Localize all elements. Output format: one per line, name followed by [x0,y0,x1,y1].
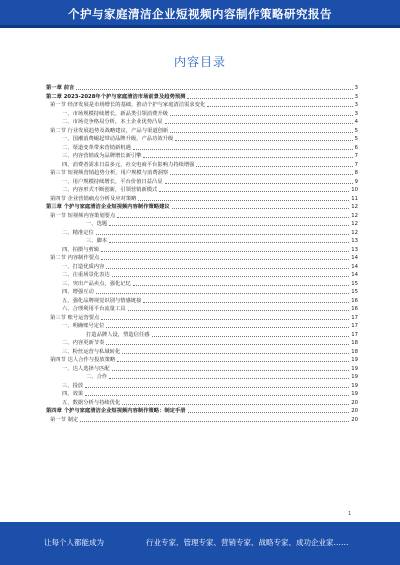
toc-leader-dots [85,390,349,396]
toc-leader-dots [85,382,349,388]
toc-entry-text: 第二节 行业发展趋势及战略建议，产品与渠道创新 [50,127,169,134]
toc-entry-text: 三、脚本 [86,238,108,244]
toc-entry-text: 第四节 达人合作与投放策略 [50,357,116,363]
toc-heading: 内容目录 [173,55,226,69]
toc-entry-page: 3 [354,85,358,91]
toc-entry-page: 19 [351,374,358,380]
toc-entry[interactable] [46,399,358,408]
toc-leader-dots [80,416,349,422]
toc-entry-page: 13 [351,238,358,244]
toc-entry-text: 四、增强互动 [62,289,94,295]
toc-entry[interactable] [46,144,358,153]
toc-entry-page: 3 [354,93,358,100]
toc-entry-page: 19 [351,382,358,389]
toc-entry-text: 二、内容形式不断创新，引领营销新模式 [62,187,158,193]
toc-entry[interactable] [46,169,358,178]
toc-entry[interactable] [46,135,358,144]
toc-entry-text: 二、精准定位 [62,229,94,236]
toc-entry-page: 10 [351,187,358,193]
toc-leader-dots [207,101,352,107]
toc-entry-page: 17 [351,331,358,338]
toc-entry-page: 12 [351,212,358,219]
toc-entry-page: 20 [351,408,358,414]
toc-leader-dots [122,348,349,354]
toc-entry[interactable] [46,110,358,119]
toc-entry-page: 19 [351,391,358,397]
toc-entry[interactable] [46,237,358,246]
toc-leader-dots [96,288,349,294]
toc-entry-text: 三、投放 [62,382,84,389]
toc-entry-text: 五、数据分析与持续优化 [62,399,121,406]
toc-entry-page: 5 [354,136,358,142]
toc-entry-text: 四、消费者需求日益多元，社交电商平台影响力持续增强 [62,161,195,168]
toc-leader-dots [165,178,353,184]
toc-entry-text: 第三章 个护与家庭清洁企业短视频内容制作策略建议 [46,204,170,210]
toc-leader-dots [122,399,349,405]
toc-entry-text: 三、粉丝运营与私域转化 [62,348,121,355]
toc-entry[interactable] [46,331,358,340]
toc-leader-dots [133,280,349,286]
toc-entry[interactable] [46,288,358,297]
toc-leader-dots [188,407,350,413]
toc-entry-text: 第四节 企业营销痛点分析及应对策略 [50,195,137,202]
toc-entry[interactable] [46,365,358,374]
toc-entry-text: 第三节 短视频营销趋势分析，用户规模与消费洞察 [50,170,169,176]
toc-entry[interactable] [46,407,358,416]
toc-entry[interactable] [46,101,358,110]
toc-leader-dots [172,203,350,209]
toc-leader-dots [101,254,349,260]
toc-entry-text: 一、选题 [86,221,108,227]
footer-roles: 行业专家、管理专家、营销专家、战略专家、成功企业家…… [146,538,349,547]
toc-entry-page: 5 [354,127,358,134]
toc-leader-dots [175,135,352,141]
toc-entry[interactable] [46,220,358,229]
toc-entry-page: 15 [351,280,358,287]
toc-entry[interactable] [46,118,358,127]
toc-entry-page: 17 [351,323,358,329]
toc-entry-page: 19 [351,357,358,363]
toc-entry-page: 9 [354,178,358,185]
toc-entry[interactable] [46,416,358,425]
toc-entry-page: 8 [354,170,358,176]
toc-entry-text: 一、用户规模持续增长，平台价值日益凸显 [62,178,163,185]
toc-entry-text: 三、突出产品卖点，强化记忆 [62,280,131,287]
toc-entry[interactable] [46,339,358,348]
toc-entry[interactable] [46,229,358,238]
toc-entry-text: 二、注重场景化表达 [62,272,110,278]
toc-entry-page: 15 [351,289,358,295]
toc-entry-page: 16 [351,297,358,304]
toc-leader-dots [128,305,350,311]
toc-entry-page: 6 [354,144,358,151]
toc-leader-dots [101,246,349,252]
toc-leader-dots [76,84,352,90]
toc-entry-text: 一、市场规模持续增长，新品类引领消费升级 [62,110,168,117]
toc-entry-text: 第三节 账号运营要点 [50,314,100,321]
toc-entry-text: 二、市场竞争格局分析，本土企业优势凸显 [62,119,163,125]
toc-entry-text: 六、合理利用平台流量工具 [62,306,126,312]
toc-leader-dots [109,373,349,379]
toc-entry-page: 4 [354,119,358,125]
toc-entry[interactable] [46,373,358,382]
toc-leader-dots [101,314,349,320]
toc-leader-dots [170,169,352,175]
toc-entry-page: 20 [351,416,358,423]
toc-entry-text: 第二章 2023-2028年个护与家庭清洁市场前景及趋势预测 [46,93,186,100]
toc-leader-dots [96,229,349,235]
toc-entry-page: 13 [351,246,358,253]
toc-entry[interactable] [46,152,358,161]
toc-entry[interactable] [46,263,358,272]
toc-entry-text: 三、内容营销成为品牌增长新引擎 [62,153,142,159]
toc-entry-text: 一、国潮消费崛起带动品牌升级，产品功效升级 [62,136,174,142]
toc-entry[interactable] [46,280,358,289]
toc-entry[interactable] [46,127,358,136]
toc-entry[interactable] [46,195,358,204]
toc-leader-dots [170,127,352,133]
toc-entry[interactable] [46,322,358,331]
toc-entry-page: 3 [354,110,358,117]
toc-entry-text: 第四章 个护与家庭清洁企业短视频内容制作策略：制定手册 [46,408,186,414]
toc-leader-dots [112,271,350,277]
toc-entry[interactable] [46,382,358,391]
toc-entry[interactable] [46,186,358,195]
toc-leader-dots [106,339,349,345]
toc-entry-page: 20 [351,399,358,406]
toc-entry-text: 第一节 短视频内容策划要点 [50,212,116,219]
toc-entry[interactable] [46,93,358,102]
toc-leader-dots [106,263,349,269]
toc-leader-dots [143,152,352,158]
toc-entry[interactable] [46,297,358,306]
toc-entry-text: 第一章 前言 [46,85,75,91]
report-title: 个护与家庭清洁企业短视频内容制作策略研究报告 [68,7,332,21]
page-number: 1 [348,511,352,517]
toc-leader-dots [133,144,353,150]
toc-entry[interactable] [46,246,358,255]
toc-entry[interactable] [46,203,358,212]
toc-entry-text: 一、明确账号定位 [62,323,105,329]
toc-entry[interactable] [46,271,358,280]
toc-entry-page: 16 [351,306,358,312]
toc-entry-page: 14 [351,272,358,278]
toc-leader-dots [187,93,352,99]
table-of-contents [46,84,358,424]
toc-entry-text: 第二节 内容制作要点 [50,255,100,261]
toc-leader-dots [159,186,349,192]
toc-leader-dots [117,212,349,218]
toc-leader-dots [152,331,350,337]
page-footer [0,522,400,565]
toc-entry-page: 7 [354,153,358,159]
footer-slogan: 让每个人都能成为 [44,538,104,547]
toc-entry-page: 17 [351,314,358,321]
toc-leader-dots [138,195,349,201]
toc-entry-page: 11 [351,195,358,202]
toc-entry-text: 二、内容更新节奏 [62,340,105,346]
toc-entry-text: 四、效果 [62,391,84,397]
toc-entry-text: 打造品牌人设，塑造信任感 [86,331,150,338]
toc-leader-dots [106,322,349,328]
toc-leader-dots [165,118,353,124]
toc-leader-dots [117,356,349,362]
toc-entry-text: 一、打造优质内容 [62,263,105,270]
toc-entry-page: 12 [351,204,358,210]
toc-leader-dots [170,110,353,116]
toc-entry-page: 14 [351,263,358,270]
toc-entry[interactable] [46,356,358,365]
toc-leader-dots [143,297,349,303]
toc-entry-text: 四、拍摄与剪辑 [62,246,100,253]
toc-entry-text: 五、强化品牌视觉识别与情感链接 [62,297,142,304]
toc-leader-dots [112,365,350,371]
toc-entry-page: 12 [351,221,358,227]
toc-entry-page: 18 [351,340,358,346]
toc-entry-text: 二、渠道变革带来营销新机遇 [62,144,131,151]
toc-entry-text: 第一节 制定 [50,416,79,423]
toc-entry[interactable] [46,178,358,187]
toc-entry[interactable] [46,348,358,357]
toc-entry-page: 19 [351,365,358,372]
toc-entry[interactable] [46,314,358,323]
toc-entry[interactable] [46,212,358,221]
header-stripe [0,25,400,28]
toc-entry-page: 3 [354,102,358,108]
toc-entry[interactable] [46,390,358,399]
toc-entry-text: 第一节 经济发展是市场增长的基础，推动个护与家庭清洁需求变化 [50,102,206,108]
toc-entry[interactable] [46,305,358,314]
page-header [0,0,400,28]
toc-leader-dots [109,220,349,226]
toc-entry-text: 一、达人选择与匹配 [62,365,110,372]
toc-entry-text: 二、合作 [86,374,108,380]
toc-leader-dots [109,237,349,243]
toc-entry-page: 14 [351,255,358,261]
toc-entry[interactable] [46,161,358,170]
toc-entry[interactable] [46,254,358,263]
toc-entry-page: 18 [351,348,358,355]
toc-leader-dots [196,161,352,167]
toc-entry[interactable] [46,84,358,93]
toc-entry-page: 12 [351,229,358,236]
toc-entry-page: 7 [354,161,358,168]
